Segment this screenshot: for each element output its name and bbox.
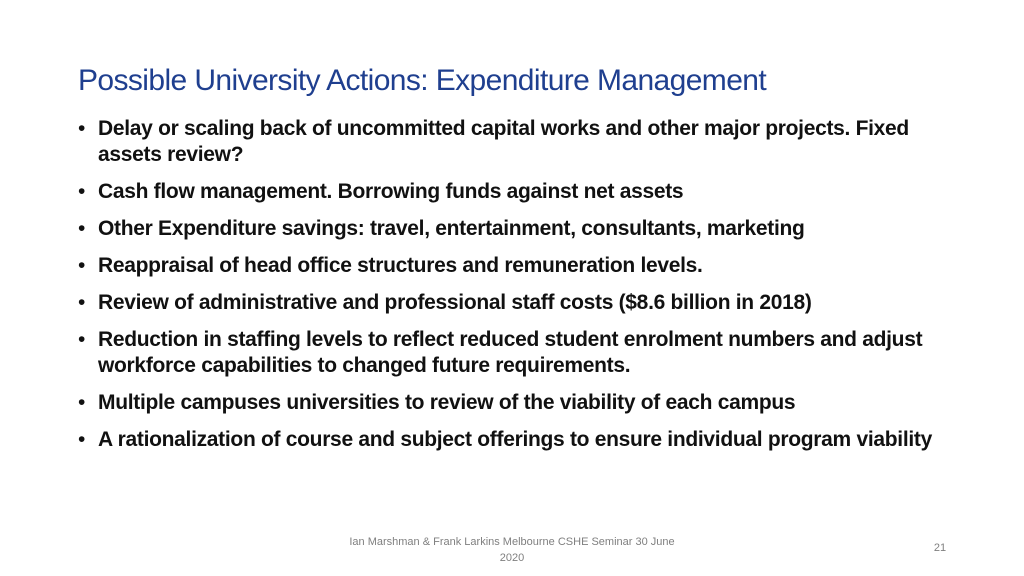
bullet-icon: • xyxy=(78,217,86,240)
slide-title: Possible University Actions: Expenditure Management xyxy=(78,64,767,97)
bullet-icon: • xyxy=(78,428,86,451)
bullet-icon: • xyxy=(78,328,86,351)
bullet-item xyxy=(78,427,958,453)
bullet-text: Other Expenditure savings: travel, entertainment, consultants, marketing xyxy=(98,217,805,240)
bullet-icon: • xyxy=(78,291,86,314)
bullet-item xyxy=(78,253,958,279)
bullet-item xyxy=(78,390,958,416)
bullet-text: Review of administrative and professional staff costs ($8.6 billion in 2018) xyxy=(98,291,812,314)
bullet-item xyxy=(78,327,958,379)
bullet-list xyxy=(78,116,958,464)
bullet-text: Delay or scaling back of uncommitted capital works and other major projects. Fixed assets review? xyxy=(98,117,909,166)
bullet-text: Reduction in staffing levels to reflect reduced student enrolment numbers and adjust workforce capabilities to changed future requirements. xyxy=(98,328,923,377)
bullet-text: Cash flow management. Borrowing funds against net assets xyxy=(98,180,684,203)
bullet-item xyxy=(78,290,958,316)
bullet-item xyxy=(78,116,958,168)
bullet-item xyxy=(78,216,958,242)
bullet-icon: • xyxy=(78,117,86,140)
bullet-icon: • xyxy=(78,254,86,277)
bullet-text: Multiple campuses universities to review of the viability of each campus xyxy=(98,391,796,414)
bullet-text: A rationalization of course and subject offerings to ensure individual program viability xyxy=(98,428,932,451)
page-number: 21 xyxy=(933,542,947,554)
bullet-item xyxy=(78,179,958,205)
bullet-text: Reappraisal of head office structures and remuneration levels. xyxy=(98,254,703,277)
bullet-icon: • xyxy=(78,391,86,414)
footer-text: Ian Marshman & Frank Larkins Melbourne CSHE Seminar 30 June 2020 xyxy=(349,536,675,564)
bullet-icon: • xyxy=(78,180,86,203)
